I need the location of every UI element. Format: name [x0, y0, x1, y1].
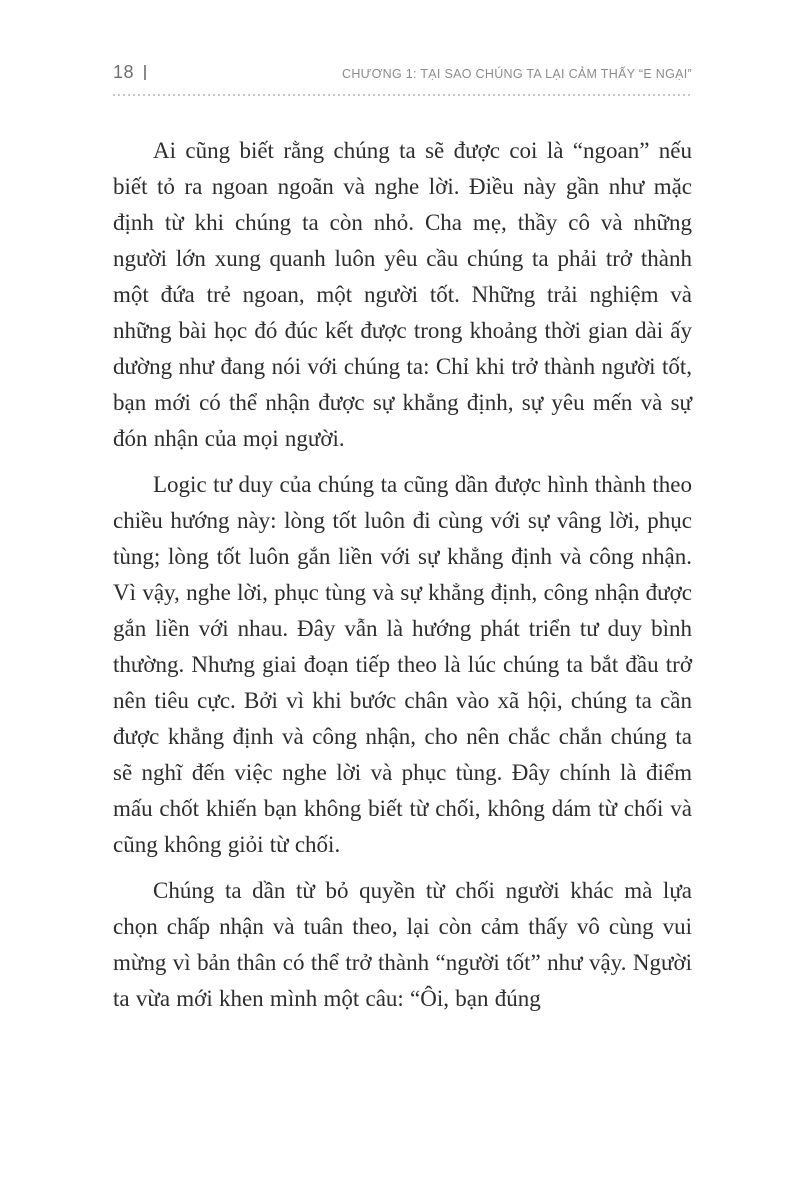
chapter-title: CHƯƠNG 1: TẠI SAO CHÚNG TA LẠI CẢM THẤY “E NGẠI” — [342, 67, 692, 81]
paragraph-3: Chúng ta dần từ bỏ quyền từ chối người khác mà lựa chọn chấp nhận và tuân theo, lại còn cảm thấy vô cùng vui mừng vì bản thân có thể trở thành “người tốt” như vậy. Người ta vừa mới khen mình một câu: “Ôi, bạn đúng — [113, 878, 692, 1011]
page-number-block — [113, 62, 146, 83]
page-header — [113, 62, 692, 83]
body-text — [113, 133, 692, 1017]
paragraph-1: Ai cũng biết rằng chúng ta sẽ được coi là “ngoan” nếu biết tỏ ra ngoan ngoãn và nghe lời. Điều này gần như mặc định từ khi chúng ta còn nhỏ. Cha mẹ, thầy cô và những người lớn xung quanh luôn yêu cầu chúng ta phải trở thành một đứa trẻ ngoan, một người tốt. Những trải nghiệm và những bài học đó đúc kết được trong khoảng thời gian dài ấy dường như đang nói với chúng ta: Chỉ khi trở thành người tốt, bạn mới có thể nhận được sự khẳng định, sự yêu mến và sự đón nhận của mọi người. — [113, 138, 692, 451]
header-divider — [113, 94, 692, 96]
paragraph-2: Logic tư duy của chúng ta cũng dần được hình thành theo chiều hướng này: lòng tốt luôn đi cùng với sự vâng lời, phục tùng; lòng tốt luôn gắn liền với sự khẳng định và công nhận. Vì vậy, nghe lời, phục tùng và sự khẳng định, công nhận được gắn liền với nhau. Đây vẫn là hướng phát triển tư duy bình thường. Nhưng giai đoạn tiếp theo là lúc chúng ta bắt đầu trở nên tiêu cực. Bởi vì khi bước chân vào xã hội, chúng ta cần được khẳng định và công nhận, cho nên chắc chắn chúng ta sẽ nghĩ đến việc nghe lời và phục tùng. Đây chính là điểm mấu chốt khiến bạn không biết từ chối, không dám từ chối và cũng không giỏi từ chối. — [113, 472, 692, 857]
page-number-divider — [144, 65, 146, 80]
page-number: 18 — [113, 62, 135, 82]
